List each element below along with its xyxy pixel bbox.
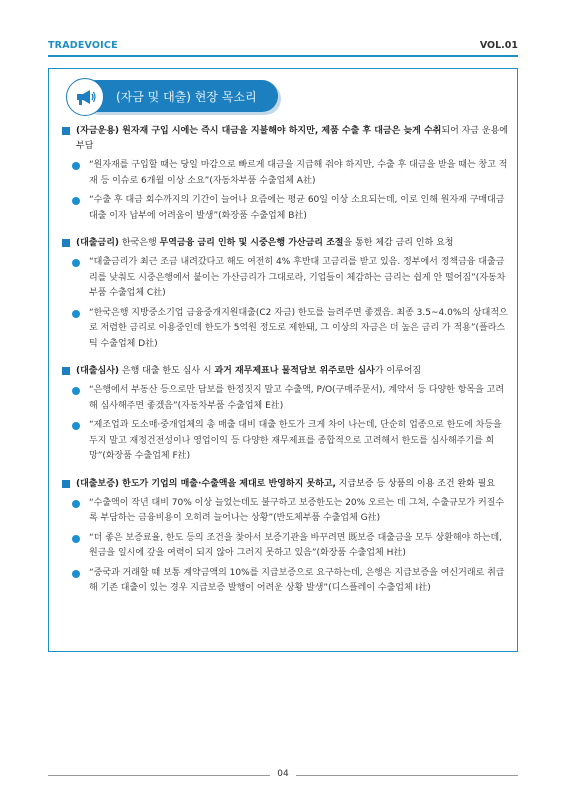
list-item: “수출 후 대금 회수까지의 기간이 늘어나 요즘에는 평균 60일 이상 소요되는데, 이로 인해 원자재 구매대금 대출 이자 납부에 어려움이 발생”(화장품 수출업체 B社) [62, 193, 508, 224]
section-loan-rate [62, 236, 508, 352]
section-heading: (대출금리) 한국은행 무역금융 금리 인하 및 시중은행 가산금리 조절을 통한 체감 금리 인하 요청 [62, 236, 508, 251]
list-item: “더 좋은 보증료율, 한도 등의 조건을 찾아서 보증기관을 바꾸려면 既보증 대출금을 모두 상환해야 하는데, 원금을 일시에 갚을 여력이 되지 않아 그러지 못하고 있음”(화장품 수출업체 H社) [62, 531, 508, 562]
header-divider [48, 55, 518, 57]
bullet-icon [72, 570, 80, 578]
bullet-icon [72, 310, 80, 318]
bullet-icon [72, 197, 80, 205]
bullet-icon [72, 162, 80, 170]
bullet-icon [72, 500, 80, 508]
volume-label: VOL.01 [479, 39, 518, 51]
list-item: “중국과 거래할 때 보통 계약금액의 10%를 지급보증으로 요구하는데, 은행은 지급보증을 여신거래로 취급해 기존 대출이 있는 경우 지급보증 발행이 어려운 상황 발생”(디스플레이 수출업체 I社) [62, 566, 508, 597]
bullet-icon [72, 387, 80, 395]
page-number: 04 [277, 769, 289, 779]
bullet-icon [72, 422, 80, 430]
list-item: “제조업과 도소매·중개업체의 총 매출 대비 대출 한도가 크게 차이 나는데, 단순히 업종으로 한도에 차등을 두지 말고 재정건전성이나 영업이익 등 다양한 재무제표를 종합적으로 고려해서 한도를 심사해주기를 희망”(화장품 수출업체 F社) [62, 418, 508, 465]
megaphone-icon [66, 78, 104, 116]
square-bullet-icon [62, 239, 70, 247]
section-heading: (대출심사) 은행 대출 한도 심사 시 과거 재무제표나 물적담보 위주로만 심사가 이루어짐 [62, 364, 508, 379]
bullet-icon [72, 535, 80, 543]
main-content [62, 124, 508, 597]
page-header [48, 38, 518, 52]
brand-logo: TRADEVOICE [48, 39, 118, 51]
section-loan-guarantee [62, 477, 508, 597]
list-item: “대출금리가 최근 조금 내려갔다고 해도 여전히 4% 후반대 고금리를 받고 있음. 정부에서 정책금융 대출금리를 낮춰도 시중은행에서 붙이는 가산금리가 그대로라, 기업들이 체감하는 금리는 쉽게 안 떨어짐”(자동차부품 수출업체 C社) [62, 255, 508, 302]
list-item: “원자재를 구입할 때는 당일 마감으로 빠르게 대금을 지급해 줘야 하지만, 수출 후 대금을 받을 때는 창고 적재 등 이슈로 6개월 이상 소요”(자동차부품 수출업체 A社) [62, 158, 508, 189]
list-item: “은행에서 부동산 등으로만 담보를 한정짓지 말고 수출액, P/O(구매주문서), 계약서 등 다양한 항목을 고려해 심사해주면 좋겠음”(자동차부품 수출업체 E社) [62, 383, 508, 414]
list-item: “수출액이 작년 대비 70% 이상 늘었는데도 불구하고 보증한도는 20% 오르는 데 그쳐, 수출규모가 커질수록 부담하는 금융비용이 오히려 늘어나는 상황”(반도체부품 수출업체 G社) [62, 496, 508, 527]
bullet-icon [72, 259, 80, 267]
section-fund-operation [62, 124, 508, 224]
section-heading: (자금운용) 원자재 구입 시에는 즉시 대금을 지불해야 하지만, 제품 수출 후 대금은 늦게 수취되어 자금 운용에 부담 [62, 124, 508, 154]
square-bullet-icon [62, 480, 70, 488]
section-title: (자금 및 대출) 현장 목소리 [116, 90, 257, 104]
list-item: “한국은행 지방중소기업 금융중개지원대출(C2 자금) 한도를 늘려주면 좋겠음. 최종 3.5~4.0%의 상대적으로 저렴한 금리로 이용중인데 한도가 5억원 정도로 제한돼, 그 이상의 자금은 더 높은 금리 가 적용”(플라스틱 수출업체 D社) [62, 306, 508, 353]
square-bullet-icon [62, 367, 70, 375]
footer-divider-right [296, 775, 518, 776]
footer-divider-left [48, 775, 270, 776]
section-heading: (대출보증) 한도가 기업의 매출·수출액을 제대로 반영하지 못하고, 지급보증 등 상품의 이용 조건 완화 필요 [62, 477, 508, 492]
section-loan-review [62, 364, 508, 465]
square-bullet-icon [62, 127, 70, 135]
